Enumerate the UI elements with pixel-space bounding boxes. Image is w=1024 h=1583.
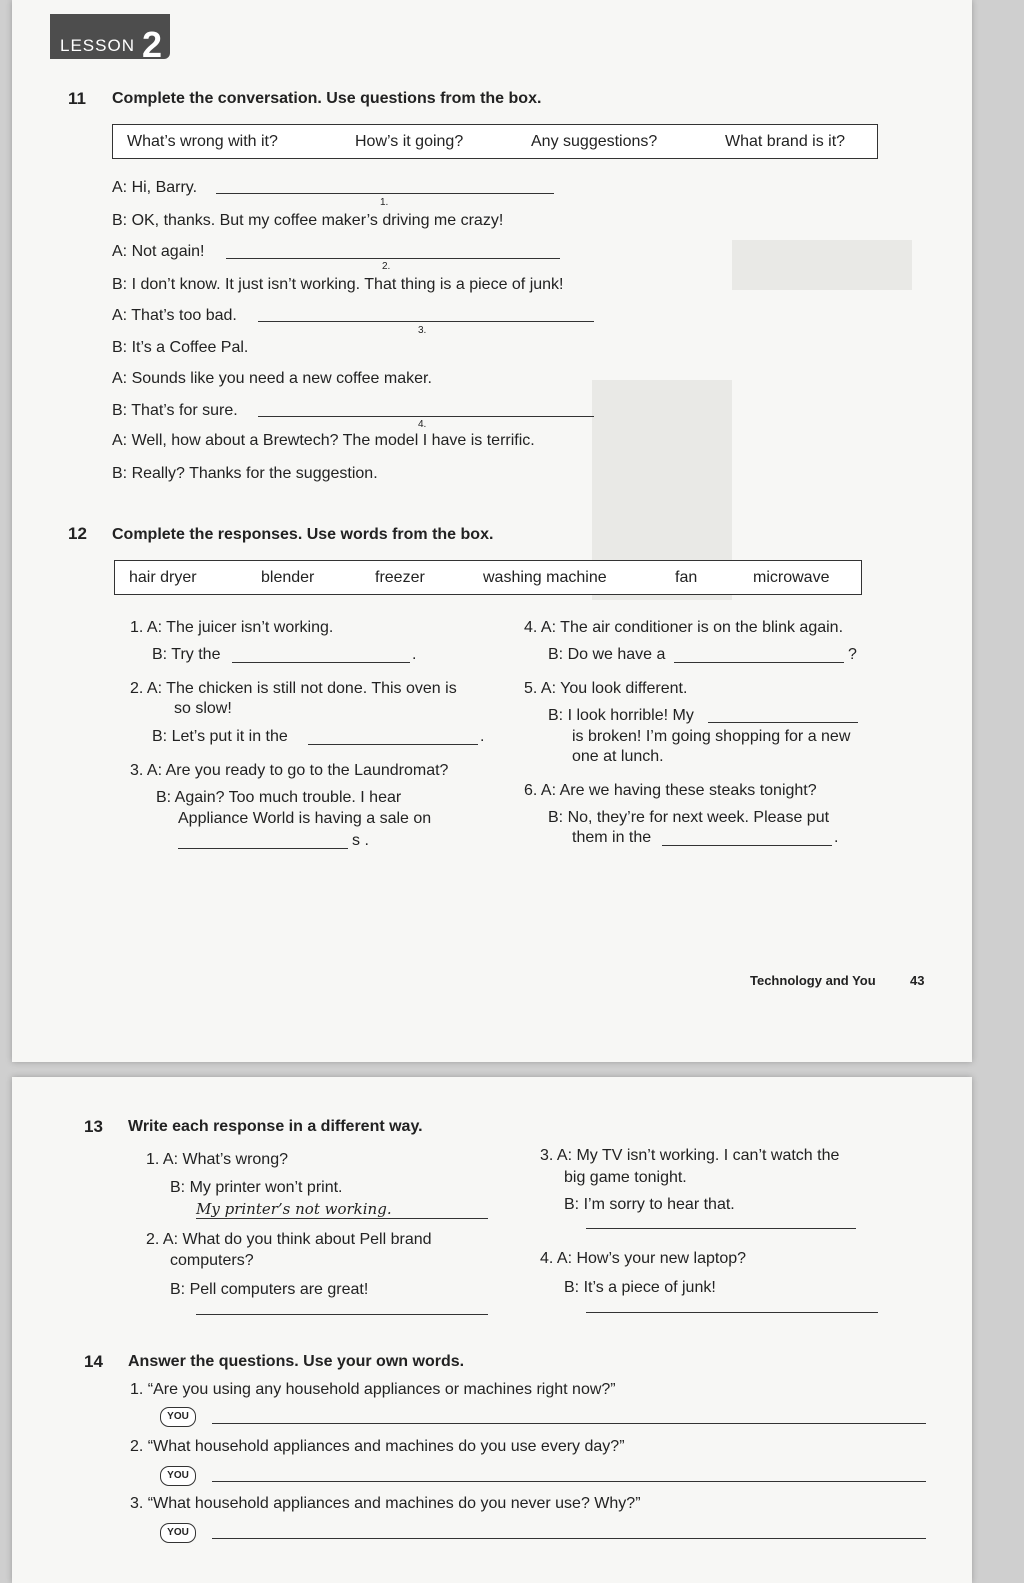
item-4-end: ? [848,646,857,663]
item-3-b: B: Again? Too much trouble. I hear [156,789,402,806]
dialogue-line: A: Hi, Barry. [112,179,198,196]
dialogue-line: B: Really? Thanks for the suggestion. [112,465,378,482]
item-1-b: B: My printer won’t print. [170,1179,343,1196]
item-6-end: . [834,829,839,846]
answer-blank-4[interactable] [258,416,594,417]
item-4-b: B: Do we have a [548,646,666,663]
item-2-a: 2. A: The chicken is still not done. This oven is [130,680,457,697]
item-3-blank[interactable] [178,848,348,849]
item-2-blank[interactable] [308,744,478,745]
item-6-blank[interactable] [662,845,832,846]
item-6-a: 6. A: Are we having these steaks tonight? [524,782,817,799]
footer-title: Technology and You [750,973,876,988]
you-badge: YOU [160,1523,196,1543]
exercise-12-word-box [114,560,862,595]
show-through-image [732,240,912,290]
item-6-b: B: No, they’re for next week. Please put [548,809,830,826]
dialogue-line: A: Well, how about a Brewtech? The model I have is terrific. [112,432,535,449]
exercise-12-number: 12 [68,524,87,543]
item-2-a-cont: computers? [170,1252,254,1269]
exercise-12-title: Complete the responses. Use words from the box. [112,526,494,543]
answer-blank-1[interactable] [216,193,554,194]
item-5-b-cont2: one at lunch. [572,748,664,765]
question-2: 2. “What household appliances and machines do you use every day?” [130,1438,625,1455]
box-word: hair dryer [129,569,197,586]
box-question: How’s it going? [355,133,464,150]
item-1-answer[interactable]: My printer’s not working. [196,1200,392,1218]
box-question: What brand is it? [725,133,846,150]
item-2-a: 2. A: What do you think about Pell brand [146,1231,432,1248]
item-3-a-cont: big game tonight. [564,1169,687,1186]
item-2-b: B: Pell computers are great! [170,1281,369,1298]
answer-line-1[interactable] [212,1423,926,1424]
dialogue-line: B: I don’t know. It just isn’t working. That thing is a piece of junk! [112,276,564,293]
exercise-14-title: Answer the questions. Use your own words. [128,1353,465,1370]
item-2-answer-line[interactable] [196,1314,488,1315]
dialogue-line: B: That’s for sure. [112,402,238,419]
you-badge: YOU [160,1407,196,1427]
question-3: 3. “What household appliances and machines do you never use? Why?” [130,1495,641,1512]
item-5-blank[interactable] [708,722,858,723]
page-number: 43 [910,973,925,988]
item-1-a: 1. A: The juicer isn’t working. [130,619,334,636]
item-3-b: B: I’m sorry to hear that. [564,1196,735,1213]
item-3-answer-line[interactable] [586,1228,856,1229]
box-question: What’s wrong with it? [127,133,278,150]
item-3-a: 3. A: My TV isn’t working. I can’t watch the [540,1147,840,1164]
item-2-a-cont: so slow! [174,700,232,717]
dialogue-line: B: It’s a Coffee Pal. [112,339,249,356]
blank-number: 1. [380,197,389,208]
item-1-a: 1. A: What’s wrong? [146,1151,288,1168]
item-4-a: 4. A: How’s your new laptop? [540,1250,747,1267]
lesson-label: LESSON [60,36,135,55]
workbook-page-44 [12,1077,972,1583]
item-1-blank[interactable] [232,662,410,663]
box-word: blender [261,569,315,586]
question-1: 1. “Are you using any household appliances or machines right now?” [130,1381,616,1398]
item-3-b-cont: Appliance World is having a sale on [178,810,432,827]
item-3-a: 3. A: Are you ready to go to the Laundromat? [130,762,449,779]
dialogue-line: A: That’s too bad. [112,307,237,324]
answer-blank-3[interactable] [258,321,594,322]
box-word: fan [675,569,698,586]
item-6-b-cont: them in the [572,829,652,846]
item-1-answer-line [196,1218,488,1219]
blank-number: 3. [418,325,427,336]
exercise-13-number: 13 [84,1117,103,1136]
blank-number: 2. [382,261,391,272]
box-word: washing machine [483,569,607,586]
item-4-answer-line[interactable] [586,1312,878,1313]
item-2-b: B: Let’s put it in the [152,728,288,745]
box-word: freezer [375,569,425,586]
item-5-a: 5. A: You look different. [524,680,688,697]
you-badge: YOU [160,1466,196,1486]
item-4-a: 4. A: The air conditioner is on the blink again. [524,619,844,636]
item-5-b: B: I look horrible! My [548,707,694,724]
dialogue-line: B: OK, thanks. But my coffee maker’s driving me crazy! [112,212,504,229]
workbook-page-43 [12,0,972,1062]
exercise-13-title: Write each response in a different way. [128,1118,423,1135]
item-5-b-cont: is broken! I’m going shopping for a new [572,728,851,745]
item-1-end: . [412,646,417,663]
answer-line-2[interactable] [212,1481,926,1482]
dialogue-line: A: Not again! [112,243,205,260]
exercise-11-question-box [112,124,878,159]
item-1-b: B: Try the [152,646,221,663]
exercise-11-title: Complete the conversation. Use questions from the box. [112,90,542,107]
item-2-end: . [480,728,485,745]
box-question: Any suggestions? [531,133,658,150]
answer-blank-2[interactable] [226,258,560,259]
answer-line-3[interactable] [212,1538,926,1539]
exercise-14-number: 14 [84,1352,103,1371]
item-4-blank[interactable] [674,662,844,663]
blank-number: 4. [418,419,427,430]
box-word: microwave [753,569,830,586]
item-4-b: B: It’s a piece of junk! [564,1279,716,1296]
lesson-tab [50,14,170,65]
exercise-11-number: 11 [68,89,86,108]
item-3-end: s . [352,832,369,849]
dialogue-line: A: Sounds like you need a new coffee maker. [112,370,432,387]
lesson-number: 2 [142,24,163,65]
